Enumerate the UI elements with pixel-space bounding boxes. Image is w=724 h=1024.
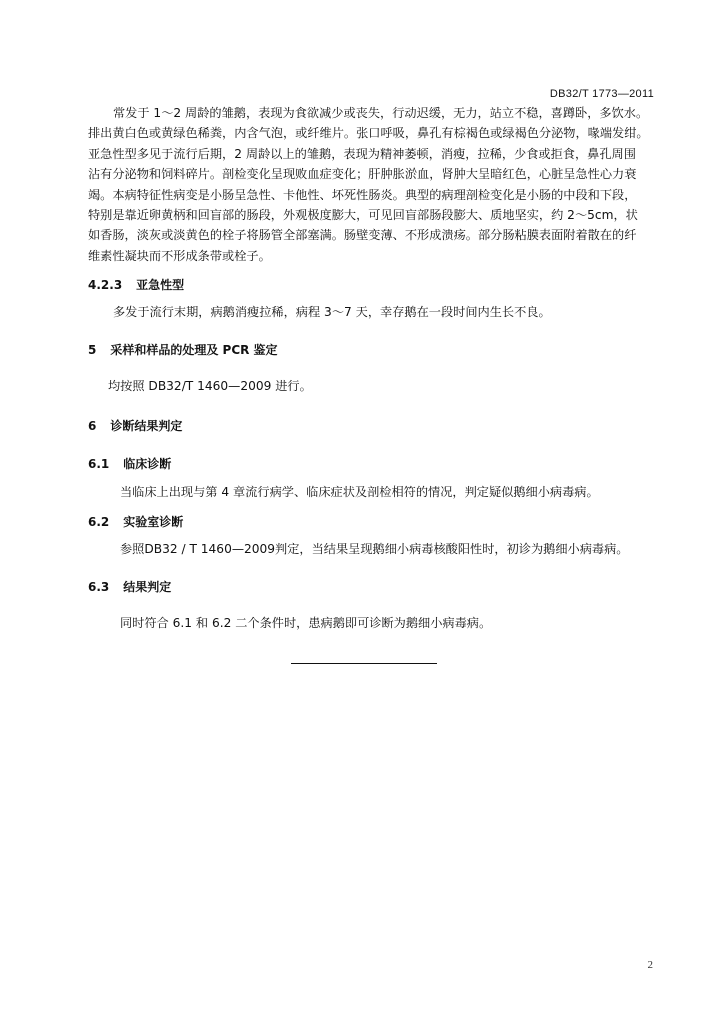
section-number: 4.2.3	[88, 278, 123, 292]
section-text-6-2: 参照DB32 / T 1460—2009判定，当结果呈现鹅细小病毒核酸阳性时，初诊为鹅细小病毒病。	[120, 542, 629, 556]
section-heading-6	[88, 417, 182, 434]
end-divider	[291, 663, 437, 664]
section-heading-5	[88, 341, 278, 358]
section-title: 结果判定	[123, 580, 172, 594]
section-title: 采样和样品的处理及 PCR 鉴定	[110, 343, 278, 357]
section-heading-6-2	[88, 513, 183, 530]
section-number: 6	[88, 419, 97, 433]
paragraph-line: 常发于 1～2 周龄的雏鹅，表现为食欲减少或丧失，行动迟缓，无力，站立不稳，喜蹲卧，多饮水。	[113, 106, 649, 120]
section-title: 临床诊断	[123, 457, 172, 471]
paragraph-line: 亚急性型多见于流行后期，2 周龄以上的雏鹅，表现为精神萎顿，消瘦，拉稀，少食或拒食，鼻孔周围	[88, 146, 636, 161]
section-number: 5	[88, 343, 97, 357]
section-number: 6.2	[88, 515, 110, 529]
section-title: 亚急性型	[136, 278, 185, 292]
paragraph-line: 如香肠，淡灰或淡黄色的栓子将肠管全部塞满。肠壁变薄、不形成溃疡。部分肠粘膜表面附着散在的纤	[88, 228, 637, 243]
section-title: 诊断结果判定	[110, 419, 183, 433]
section-number: 6.1	[88, 457, 110, 471]
section-text-4-2-3: 多发于流行末期，病鹅消瘦拉稀，病程 3～7 天，幸存鹅在一段时间内生长不良。	[113, 305, 551, 319]
intro-paragraph	[88, 103, 658, 266]
section-heading-6-3	[88, 578, 171, 595]
section-heading-6-1	[88, 455, 171, 472]
section-number: 6.3	[88, 580, 110, 594]
paragraph-line: 维素性凝块而不形成条带或栓子。	[88, 248, 271, 263]
paragraph-line: 排出黄白色或黄绿色稀粪，内含气泡，或纤维片。张口呼吸，鼻孔有棕褐色或绿褐色分泌物，喙端发绀。	[88, 126, 649, 141]
section-heading-4-2-3	[88, 276, 184, 293]
paragraph-line: 沾有分泌物和饲料碎片。剖检变化呈现败血症变化；肝肿胀淤血，肾肿大呈暗红色，心脏呈急性心力衰	[88, 167, 637, 182]
section-text-6-3: 同时符合 6.1 和 6.2 二个条件时，患病鹅即可诊断为鹅细小病毒病。	[120, 616, 492, 630]
paragraph-line: 竭。本病特征性病变是小肠呈急性、卡他性、坏死性肠炎。典型的病理剖检变化是小肠的中段和下段，	[88, 187, 637, 202]
document-id: DB32/T 1773—2011	[549, 88, 654, 100]
page-number: 2	[647, 959, 653, 971]
section-text-5: 均按照 DB32/T 1460—2009 进行。	[108, 379, 312, 393]
section-text-6-1: 当临床上出现与第 4 章流行病学、临床症状及剖检相符的情况，判定疑似鹅细小病毒病。	[120, 485, 599, 499]
paragraph-line: 特别是靠近卵黄柄和回盲部的肠段，外观极度膨大，可见回盲部肠段膨大、质地坚实，约 2～5cm，状	[88, 208, 638, 223]
section-title: 实验室诊断	[123, 515, 184, 529]
